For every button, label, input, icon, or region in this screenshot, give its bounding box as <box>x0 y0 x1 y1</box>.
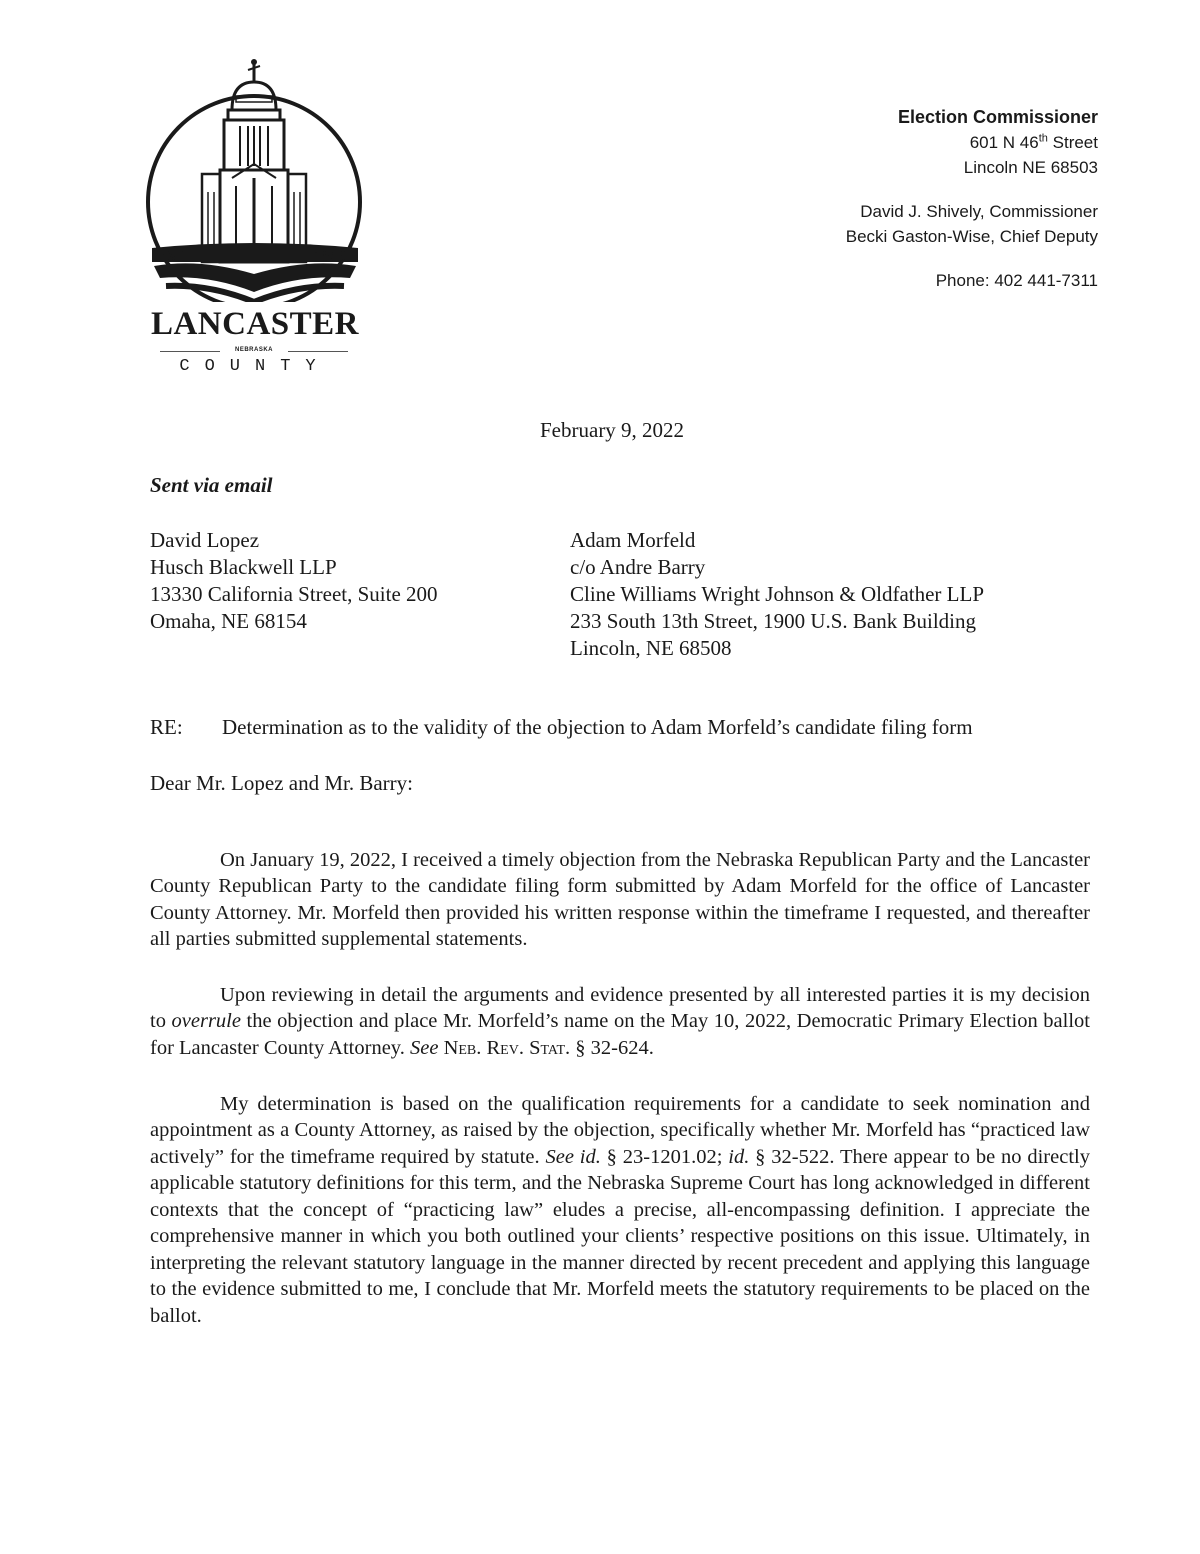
subject-line <box>150 715 973 740</box>
body-paragraph-2: Upon reviewing in detail the arguments and evidence presented by all interested parties it is my decision to overrule the objection and place Mr. Morfeld’s name on the May 10, 2022, Democratic Primary Election ballot for Lancaster County Attorney. See Neb. Rev. Stat. § 32-624. <box>150 983 1090 1059</box>
recipient-address-left: David Lopez Husch Blackwell LLP 13330 California Street, Suite 200 Omaha, NE 68154 <box>150 528 438 633</box>
subject-text: Determination as to the validity of the objection to Adam Morfeld’s candidate filing form <box>222 715 973 739</box>
logo-year-label: 1859 <box>314 248 346 265</box>
office-address-line1: 601 N 46th Street <box>969 132 1098 152</box>
office-title: Election Commissioner <box>897 107 1098 127</box>
logo-state: NEBRASKA <box>234 347 273 353</box>
chief-deputy-name: Becki Gaston-Wise, Chief Deputy <box>845 227 1098 246</box>
logo-state-row <box>160 347 348 357</box>
letterhead <box>846 105 1098 293</box>
delivery-method: Sent via email <box>150 473 273 497</box>
recipient-address-right: Adam Morfeld c/o Andre Barry Cline Williams Wright Johnson & Oldfather LLP 233 South 13th Street, 1900 U.S. Bank Building Lincoln, NE 68508 <box>570 528 985 660</box>
body-paragraph-3: My determination is based on the qualification requirements for a candidate to seek nomination and appointment as a County Attorney, as raised by the objection, specifically whether Mr. Morfeld has “practiced law actively” for the timeframe required by statute. See id. § 23-1201.02; id. § 32-522. There appear to be no directly applicable statutory definitions for this term, and the Nebraska Supreme Court has long acknowledged in different contexts that the concept of “practicing law” eludes a precise, all-encompassing definition. I appreciate the comprehensive manner in which you both outlined your clients’ respective positions on this issue. Ultimately, in interpreting the relevant statutory language in the manner directed by recent precedent and applying this language to the evidence submitted to me, I conclude that Mr. Morfeld meets the statutory requirements to be placed on the ballot. <box>150 1092 1090 1327</box>
logo-name: LANCASTER <box>150 306 360 342</box>
logo-county: COUNTY <box>179 357 331 376</box>
subject-label: RE: <box>150 715 183 739</box>
office-address-line2: Lincoln NE 68503 <box>963 158 1098 177</box>
office-phone: Phone: 402 441-7311 <box>935 271 1098 290</box>
salutation: Dear Mr. Lopez and Mr. Barry: <box>150 771 414 795</box>
logo-est-label: EST. <box>156 248 190 265</box>
letter-date: February 9, 2022 <box>540 418 685 442</box>
commissioner-name: David J. Shively, Commissioner <box>860 202 1098 221</box>
body-paragraph-1: On January 19, 2022, I received a timely objection from the Nebraska Republican Party and the Lancaster County Republican Party to the candidate filing form submitted by Adam Morfeld for the office of Lancaster County Attorney. Mr. Morfeld then provided his written response within the timeframe I requested, and thereafter all parties submitted supplemental statements. <box>150 848 1090 950</box>
lancaster-county-logo <box>140 52 370 382</box>
